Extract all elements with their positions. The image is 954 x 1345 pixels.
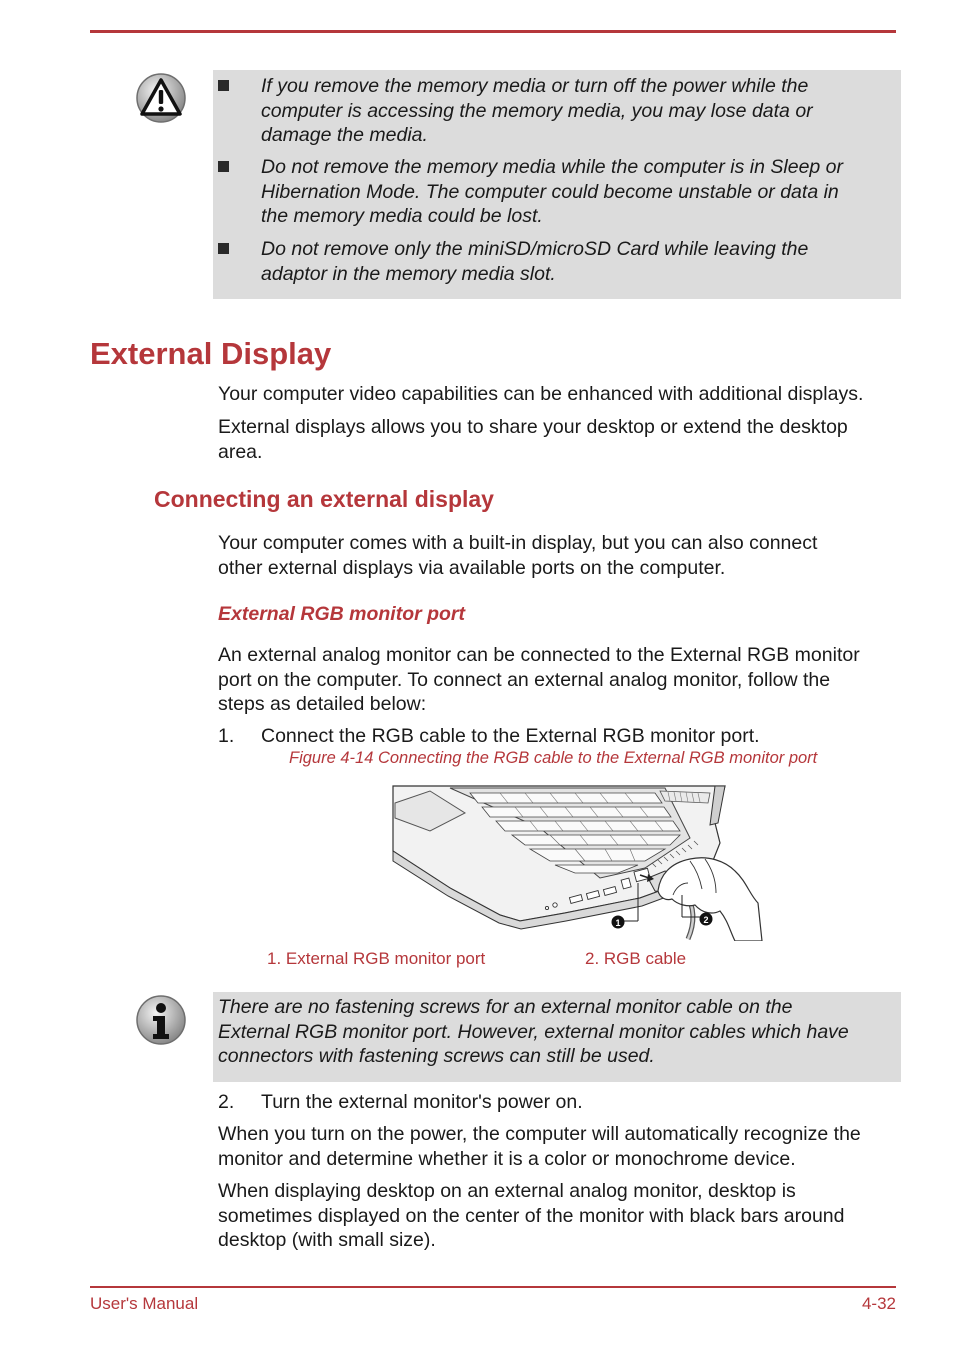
figure-caption: Figure 4-14 Connecting the RGB cable to the External RGB monitor port bbox=[289, 749, 818, 767]
step-number: 2. bbox=[218, 1091, 235, 1113]
callout-1 bbox=[612, 916, 625, 929]
step-text: Connect the RGB cable to the External RGB monitor port. bbox=[261, 725, 760, 747]
after-paragraph-2: When displaying desktop on an external analog monitor, desktop is sometimes displayed on the center of the monitor with black bars around desktop (with small size). bbox=[218, 1180, 845, 1251]
step-number: 1. bbox=[218, 725, 235, 747]
svg-text:1: 1 bbox=[615, 918, 621, 928]
bullet-marker bbox=[218, 243, 229, 254]
info-icon bbox=[135, 994, 187, 1046]
figure-legend-1: 1. External RGB monitor port bbox=[267, 949, 486, 968]
caution-item-2: Do not remove the memory media while the computer is in Sleep or Hibernation Mode. The computer could become unstable or data in the memory media could be lost. bbox=[261, 156, 844, 227]
intro-paragraph-1: Your computer video capabilities can be enhanced with additional displays. bbox=[218, 383, 864, 405]
section-title: External Display bbox=[90, 336, 332, 371]
footer-rule bbox=[90, 1286, 896, 1288]
step-text: Turn the external monitor's power on. bbox=[261, 1091, 583, 1113]
footer-title: User's Manual bbox=[90, 1294, 199, 1313]
after-paragraph-1: When you turn on the power, the computer will automatically recognize the monitor and determine whether it is a color or monochrome device. bbox=[218, 1123, 861, 1170]
laptop-illustration bbox=[390, 783, 765, 941]
caution-item-3: Do not remove only the miniSD/microSD Card while leaving the adaptor in the memory media slot. bbox=[261, 238, 809, 285]
bullet-marker bbox=[218, 161, 229, 172]
rgb-paragraph: An external analog monitor can be connected to the External RGB monitor port on the computer. To connect an external analog monitor, follow the steps as detailed below: bbox=[218, 644, 860, 715]
bullet-marker bbox=[218, 80, 229, 91]
header-rule bbox=[90, 30, 896, 33]
page-number: 4-32 bbox=[861, 1294, 896, 1313]
figure-legend-2: 2. RGB cable bbox=[585, 949, 687, 968]
callout-2 bbox=[700, 913, 713, 926]
caution-item-1: If you remove the memory media or turn off the power while the computer is accessing the memory media, you may lose data or damage the media. bbox=[261, 75, 813, 146]
subsection-title: Connecting an external display bbox=[154, 486, 494, 512]
intro-paragraph-2: External displays allows you to share your desktop or extend the desktop area. bbox=[218, 416, 848, 463]
caution-icon bbox=[135, 72, 187, 124]
subsubsection-title: External RGB monitor port bbox=[218, 603, 466, 625]
note-text: There are no fastening screws for an external monitor cable on the External RGB monitor port. However, external monitor cables which have connectors with fastening screws can still be used. bbox=[218, 996, 849, 1067]
connect-paragraph: Your computer comes with a built-in display, but you can also connect other external displays via available ports on the computer. bbox=[218, 532, 818, 579]
svg-text:2: 2 bbox=[703, 915, 709, 925]
